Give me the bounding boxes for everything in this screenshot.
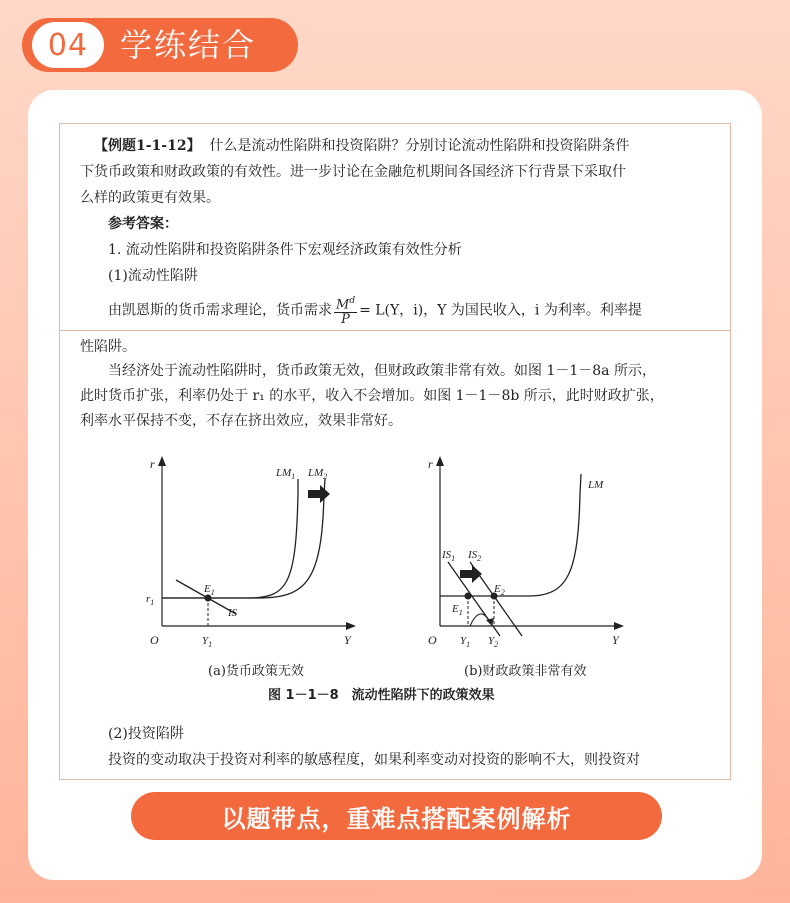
right-x-arrow xyxy=(614,622,624,630)
e1-point-right xyxy=(465,593,472,600)
section-title: 学练结合 xyxy=(120,26,257,64)
is-shift-arrow xyxy=(460,565,482,583)
subsection-1-heading: (1)流动性陷阱 xyxy=(108,268,198,284)
para2-line-3: 利率水平保持不变，不存在挤出效应，效果非常好。 xyxy=(80,413,402,429)
feature-banner: 以题带点，重难点搭配案例解析 xyxy=(131,792,662,840)
lm-label: LM xyxy=(588,479,604,491)
lm1-curve xyxy=(162,479,298,598)
left-x-label: Y xyxy=(344,633,351,647)
right-x-label: Y xyxy=(612,633,619,647)
page-separator xyxy=(60,330,730,331)
right-origin: O xyxy=(428,633,437,647)
theory-line xyxy=(108,294,642,327)
y2-label-right: $Y_2$ xyxy=(488,635,499,649)
frac-denominator: P xyxy=(341,312,350,328)
lm2-label: $LM_2$ xyxy=(308,467,328,481)
money-demand-fraction xyxy=(334,294,357,327)
answer-label: 参考答案： xyxy=(108,216,178,232)
question-line-1 xyxy=(94,136,630,156)
e1-label-right: $E_1$ xyxy=(452,603,463,617)
theory-pre: 由凯恩斯的货币需求理论，货币需求 xyxy=(108,302,332,319)
right-y-arrow xyxy=(436,456,444,466)
diagram-fiscal-policy xyxy=(428,454,648,649)
left-r1-label: $r_1$ xyxy=(146,593,155,607)
frac-numerator: M xyxy=(336,297,350,313)
question-line-2: 下货币政策和财政政策的有效性。进一步讨论在金融危机期间各国经济下行背景下采取什 xyxy=(80,164,626,180)
example-label: 【例题1-1-12】 xyxy=(94,138,201,154)
para2-line-1: 当经济处于流动性陷阱时，货币政策无效，但财政政策非常有效。如图 1－1－8a 所示， xyxy=(108,363,656,379)
document-scan xyxy=(59,123,731,780)
right-y-label: r xyxy=(428,457,433,471)
section-number: 04 xyxy=(32,22,104,68)
subsection-2-heading: (2)投资陷阱 xyxy=(108,726,184,742)
para3-line-1: 投资的变动取决于投资对利率的敏感程度，如果利率变动对投资的影响不大，则投资对 xyxy=(108,752,640,768)
frac-sup: d xyxy=(349,296,356,306)
left-y1-label: $Y_1$ xyxy=(202,635,213,649)
is2-label: $IS_2$ xyxy=(468,549,482,563)
question-text-1: 什么是流动性陷阱和投资陷阱？分别讨论流动性陷阱和投资陷阱条件 xyxy=(209,138,630,154)
is1-label: $IS_1$ xyxy=(442,549,456,563)
lm-shift-arrow xyxy=(308,485,330,503)
continuation-line: 性陷阱。 xyxy=(80,339,136,355)
e2-label-right: $E_2$ xyxy=(494,583,505,597)
diagram-monetary-policy xyxy=(146,454,378,649)
section-1-heading: 1. 流动性陷阱和投资陷阱条件下宏观经济政策有效性分析 xyxy=(108,242,462,258)
lm2-curve xyxy=(162,479,325,598)
para2-line-2: 此时货币扩张，利率仍处于 r₁ 的水平，收入不会增加。如图 1－1－8b 所示，此时财政扩张， xyxy=(80,388,664,404)
caption-b: (b)财政政策非常有效 xyxy=(464,664,587,679)
question-line-3: 么样的政策更有效果。 xyxy=(80,190,220,206)
left-x-arrow xyxy=(346,622,356,630)
theory-post: = L(Y，i)，Y 为国民收入，i 为利率。利率提 xyxy=(359,302,642,319)
y1-label-right: $Y_1$ xyxy=(460,635,471,649)
left-y-arrow xyxy=(158,456,166,466)
figure-title: 图 1－1－8 流动性陷阱下的政策效果 xyxy=(268,688,495,703)
lm1-label: $LM_1$ xyxy=(276,467,296,481)
left-e1-label: $E_1$ xyxy=(204,583,215,597)
caption-a: (a)货币政策无效 xyxy=(208,664,304,679)
left-is-label: IS xyxy=(228,607,238,619)
left-y-label: r xyxy=(150,457,155,471)
left-origin: O xyxy=(150,633,159,647)
